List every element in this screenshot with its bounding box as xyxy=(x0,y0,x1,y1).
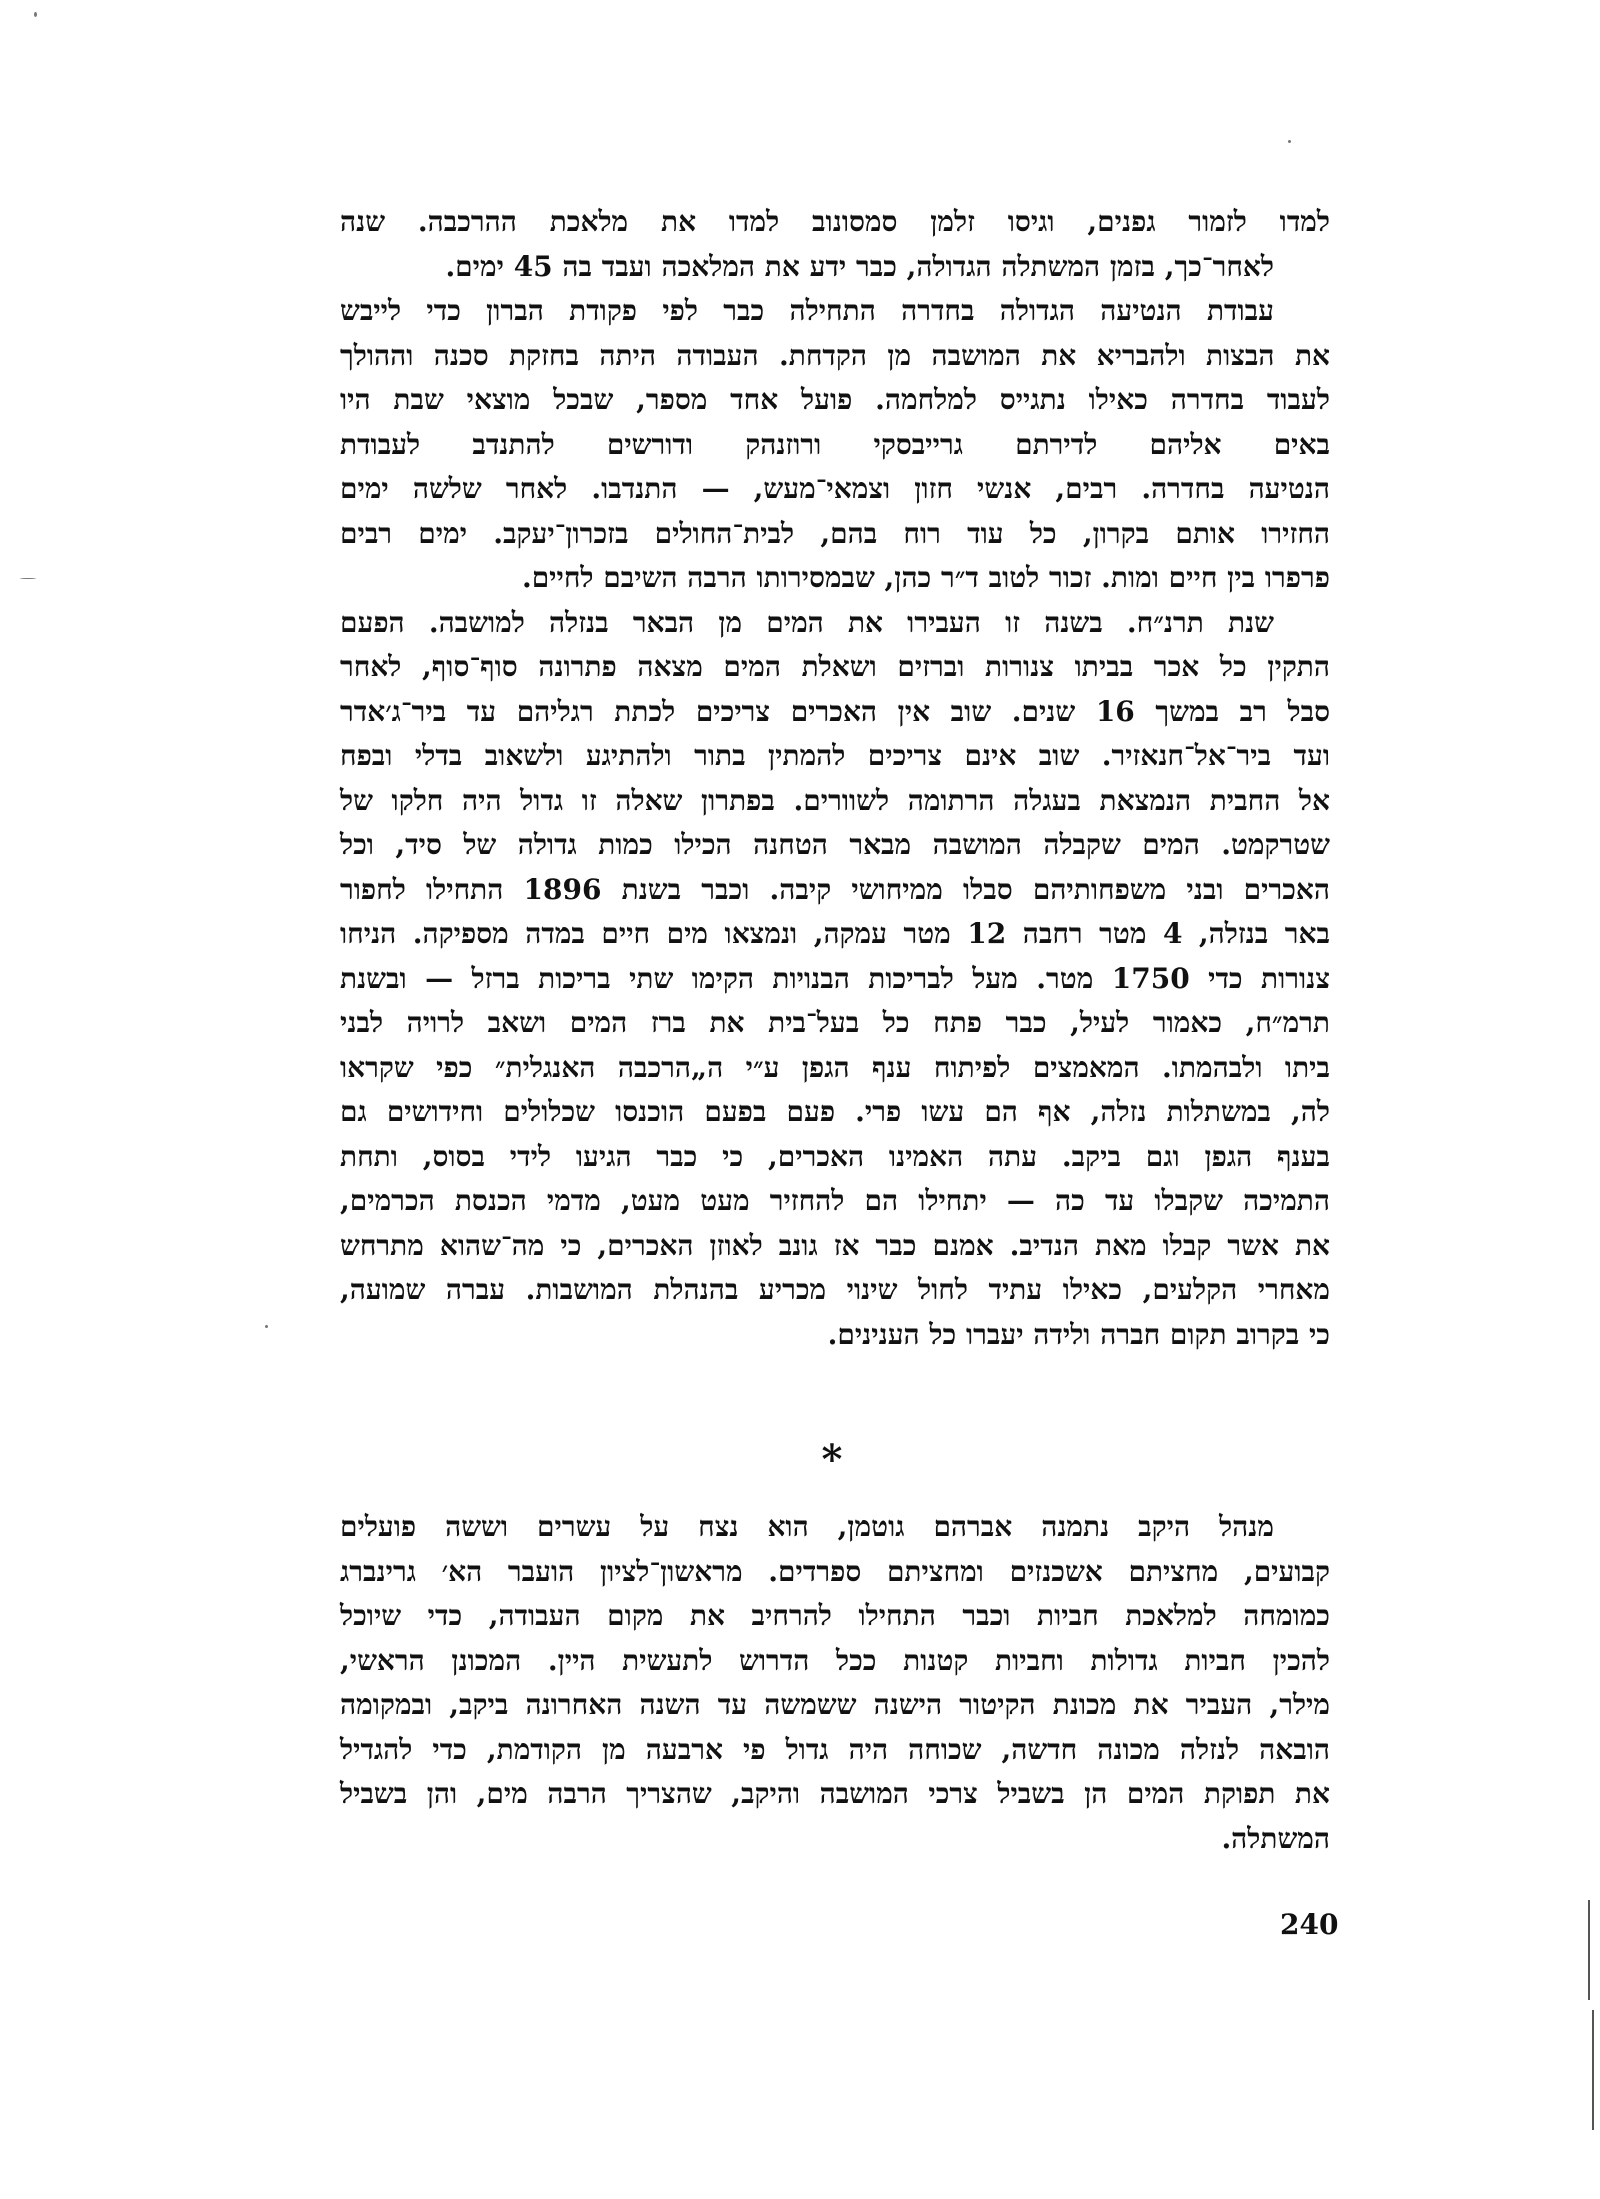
text-line: באר בנזלה, 4 מטר רחבה 12 מטר עמקה, ונמצאו מים חיים במדה מספיקה. הניחו xyxy=(340,917,1331,950)
text-line: הובאה לנזלה מכונה חדשה, שכוחה היה גדול פי ארבעה מן הקודמת, כדי להגדיל xyxy=(340,1732,1330,1766)
text-line: פרפרו בין חיים ומות. זכור לטוב ד״ר כהן, שבמסירותו הרבה השיבם לחיים. xyxy=(521,561,1330,594)
text-line: כי בקרוב תקום חברה ולידה יעברו כל הענינים. xyxy=(827,1317,1330,1351)
scan-speck xyxy=(20,578,36,579)
text-line: באים אליהם לדירתם גרייבסקי ורוזנהק ודורשים להתנדב לעבודת xyxy=(340,427,1330,461)
scan-speck xyxy=(1288,140,1291,143)
scan-speck xyxy=(34,12,37,17)
text-line: התקין כל אכר בביתו צנורות וברזים ושאלת המים מצאה פתרונה סוף־סוף, לאחר xyxy=(340,650,1330,683)
text-line: שנת תרנ״ח. בשנה זו העבירו את המים מן הבאר בנזלה למושבה. הפעם xyxy=(340,605,1274,639)
body-text-top xyxy=(340,200,1330,1357)
text-line: החזירו אותם בקרון, כל עוד רוח בהם, לבית־החולים בזכרון־יעקב. ימים רבים xyxy=(340,516,1330,550)
text-line: תרמ״ח, כאמור לעיל, כבר פתח כל בעל־בית את ברז המים ושאב לרויה לבני xyxy=(340,1006,1330,1039)
text-line: לאחר־כך, בזמן המשתלה הגדולה, כבר ידע את המלאכה ועבד בה 45 ימים. xyxy=(445,249,1274,283)
scan-edge-mark xyxy=(1592,2010,1594,2130)
text-line: ועד ביר־אל־חנאזיר. שוב אינם צריכים להמתין בתור ולהתיגע ולשאוב בדלי ובפח xyxy=(340,739,1330,772)
text-line: לעבוד בחדרה כאילו נתגייס למלחמה. פועל אחד מספר, שבכל מוצאי שבת היו xyxy=(340,383,1330,416)
text-line: את תפוקת המים הן בשביל צרכי המושבה והיקב, שהצריך הרבה מים, והן בשביל xyxy=(340,1777,1330,1810)
text-line: להכין חביות גדולות וחביות קטנות ככל הדרוש לתעשית היין. המכונן הראשי, xyxy=(340,1643,1330,1677)
scan-edge-mark xyxy=(1588,1900,1590,2000)
text-line: למדו לזמור גפנים, וגיסו זלמן סמסונוב למדו את מלאכת ההרכבה. שנה xyxy=(340,205,1330,238)
section-separator: * xyxy=(821,1436,843,1483)
text-line: צנורות כדי 1750 מטר. מעל לבריכות הבנויות הקימו שתי בריכות ברזל — ובשנת xyxy=(340,961,1330,995)
text-line: מאחרי הקלעים, כאילו עתיד לחול שינוי מכריע בהנהלת המושבות. עברה שמועה, xyxy=(340,1273,1330,1306)
body-text-bottom xyxy=(340,1505,1330,1861)
text-line: את אשר קבלו מאת הנדיב. אמנם כבר אז גונב לאוזן האכרים, כי מה־שהוא מתרחש xyxy=(340,1228,1330,1262)
text-line: עבודת הנטיעה הגדולה בחדרה התחילה כבר לפי פקודת הברון כדי לייבש xyxy=(340,294,1274,327)
text-line: כמומחה למלאכת חביות וכבר התחילו להרחיב את מקום העבודה, כדי שיוכל xyxy=(340,1599,1330,1632)
text-line: הנטיעה בחדרה. רבים, אנשי חזון וצמאי־מעש, — התנדבו. לאחר שלשה ימים xyxy=(340,472,1330,505)
text-line: אל החבית הנמצאת בעגלה הרתומה לשוורים. בפתרון שאלה זו גדול היה חלקו של xyxy=(340,783,1330,817)
text-line: לה, במשתלות נזלה, אף הם עשו פרי. פעם בפעם הוכנסו שכלולים וחידושים גם xyxy=(340,1095,1330,1128)
text-line: ביתו ולבהמתו. המאמצים לפיתוח ענף הגפן ע״י ה„הרכבה האנגלית״ כפי שקראו xyxy=(340,1050,1330,1084)
scan-speck xyxy=(265,1325,268,1328)
text-line: מילר, העביר את מכונת הקיטור הישנה ששמשה עד השנה האחרונה ביקב, ובמקומה xyxy=(340,1688,1330,1721)
text-line: קבועים, מחציתם אשכנזים ומחציתם ספרדים. מראשון־לציון הועבר הא׳ גרינברג xyxy=(340,1554,1330,1588)
text-line: בענף הגפן וגם ביקב. עתה האמינו האכרים, כי כבר הגיעו לידי בסוס, ותחת xyxy=(340,1139,1330,1173)
text-line: האכרים ובני משפחותיהם סבלו ממיחושי קיבה. וכבר בשנת 1896 התחילו לחפור xyxy=(340,872,1331,906)
text-line: התמיכה שקבלו עד כה — יתחילו הם להחזיר מעט מעט, מדמי הכנסת הכרמים, xyxy=(340,1184,1330,1217)
page-number: 240 xyxy=(1280,1908,1339,1941)
text-line: סבל רב במשך 16 שנים. שוב אין האכרים צריכים לכתת רגליהם עד ביר־ג׳אדר xyxy=(340,694,1331,728)
text-line: מנהל היקב נתמנה אברהם גוטמן, הוא נצח על עשרים וששה פועלים xyxy=(340,1510,1274,1543)
text-line: את הבצות ולהבריא את המושבה מן הקדחת. העבודה היתה בחזקת סכנה וההולך xyxy=(340,338,1330,372)
text-line: המשתלה. xyxy=(1221,1821,1330,1855)
text-line: שטרקמט. המים שקבלה המושבה מבאר הטחנה הכילו כמות גדולה של סיד, וכל xyxy=(340,828,1330,861)
